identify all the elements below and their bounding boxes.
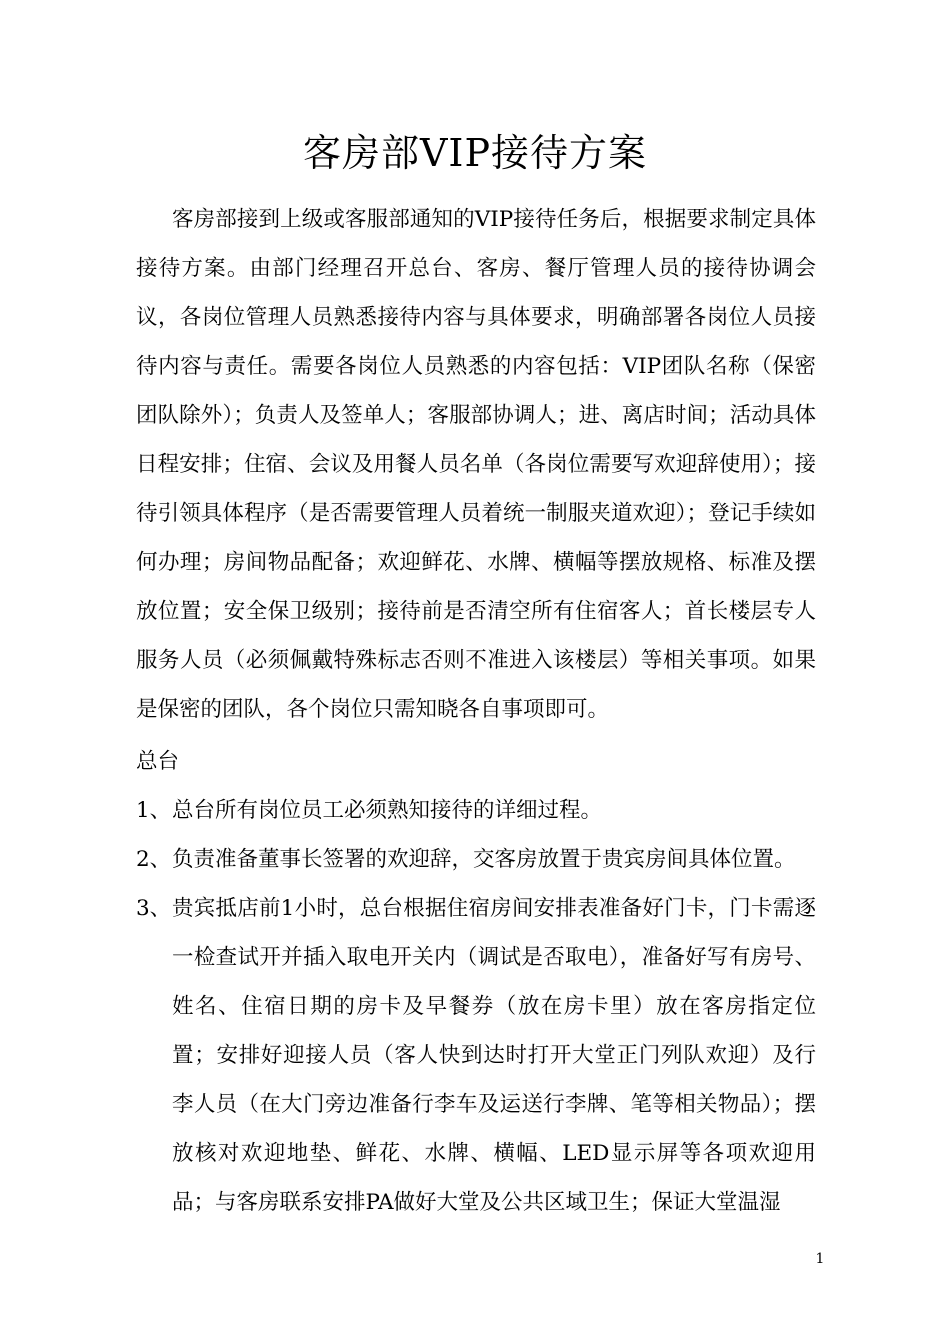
list-item-text: 总台所有岗位员工必须熟知接待的详细过程。 [172,798,603,823]
section-heading-front-desk: 总台 [136,749,180,774]
document-title: 客房部VIP接待方案 [302,131,648,175]
list-item-number: 1、 [136,798,172,823]
list-item [136,786,816,835]
list-item-text: 贵宾抵店前1小时，总台根据住宿房间安排表准备好门卡，门卡需逐一检查试开并插入取电开关内（调试是否取电），准备好写有房号、姓名、住宿日期的房卡及早餐券（放在房卡里）放在客房指定位置；安排好迎接人员（客人快到达时打开大堂正门列队欢迎）及行李人员（在大门旁边准备行李车及运送行李牌、笔等相关物品）；摆放核对欢迎地垫、鲜花、水牌、横幅、LED显示屏等各项欢迎用品；与客房联系安排PA做好大堂及公共区域卫生；保证大堂温湿 [172,896,816,1215]
list-item-text: 负责准备董事长签署的欢迎辞，交客房放置于贵宾房间具体位置。 [172,847,796,872]
list-item [136,835,816,884]
front-desk-task-list [136,786,816,1227]
list-item [136,884,816,1227]
page-number: 1 [815,1251,825,1267]
list-item-number: 2、 [136,847,172,872]
intro-paragraph: 客房部接到上级或客服部通知的VIP接待任务后，根据要求制定具体接待方案。由部门经理召开总台、客房、餐厅管理人员的接待协调会议，各岗位管理人员熟悉接待内容与具体要求，明确部署各岗位人员接待内容与责任。需要各岗位人员熟悉的内容包括：VIP团队名称（保密团队除外）；负责人及签单人；客服部协调人；进、离店时间；活动具体日程安排；住宿、会议及用餐人员名单（各岗位需要写欢迎辞使用）；接待引领具体程序（是否需要管理人员着统一制服夹道欢迎）；登记手续如何办理；房间物品配备；欢迎鲜花、水牌、横幅等摆放规格、标准及摆放位置；安全保卫级别；接待前是否清空所有住宿客人；首长楼层专人服务人员（必须佩戴特殊标志否则不准进入该楼层）等相关事项。如果是保密的团队，各个岗位只需知晓各自事项即可。 [136,207,816,722]
list-item-number: 3、 [136,896,172,921]
